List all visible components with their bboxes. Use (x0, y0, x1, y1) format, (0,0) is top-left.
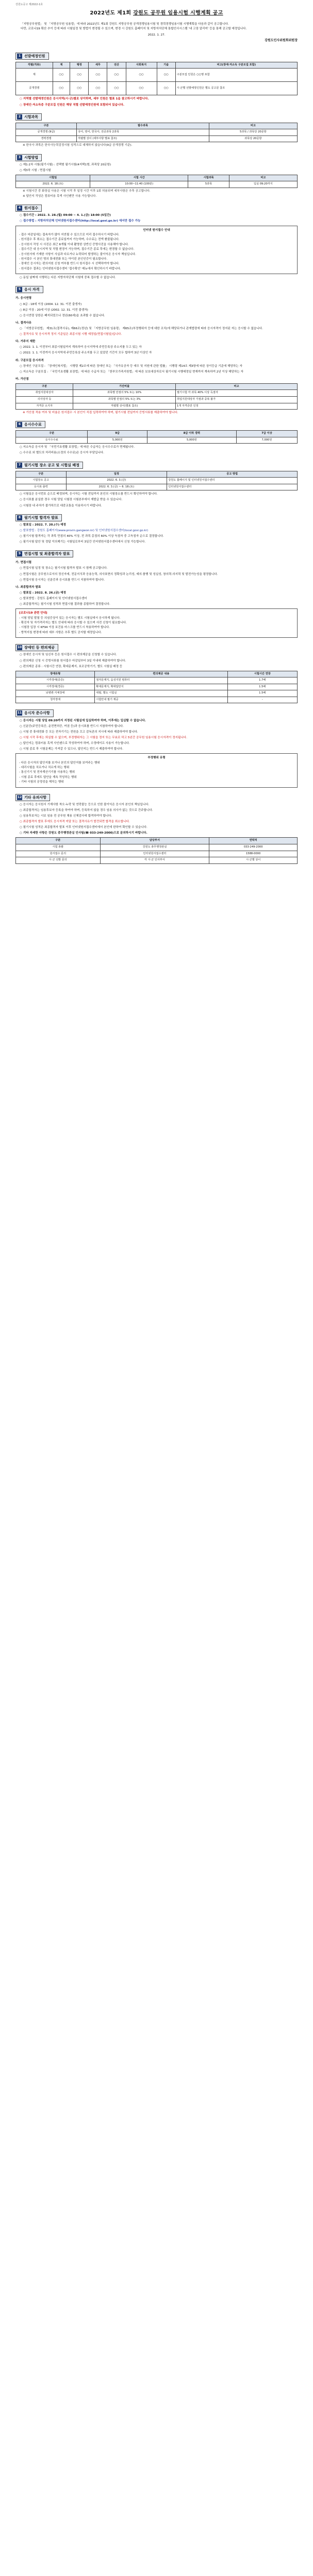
text-line: - 원서접수 시 본인 명의 휴대전화 또는 아이핀 본인인증이 필요합니다. (19, 257, 108, 261)
section-12 (15, 794, 298, 864)
intro-paragraph: 「지방공무원법」 및 「지방공무원 임용령」에 따라 2022년도 제1회 강원도 지방공무원 공개경쟁임용시험 및 경력경쟁임용시험 시행계획을 다음과 같이 공고합니다. (21, 22, 229, 26)
table-cell: ○○ (107, 82, 126, 95)
text-line: ○ 장애인 응시자 및 임신부 등은 원서접수 시 편의제공을 신청할 수 있습니다. (20, 653, 117, 657)
table-cell: 원서접수 문의 (16, 851, 101, 857)
table-header-cell: 8급 이하 경력 (147, 431, 236, 437)
subsection-title: 라. 구분모집 응시자격 (15, 359, 44, 362)
text-line: ○ 발표방법 : 강원도 홈페이지(www.provin.gangwon.kr) 및 인터넷원서접수센터(local.gosi.go.kr) (20, 529, 149, 532)
table-header-cell: 계 (53, 62, 70, 69)
table-cell: 경력경쟁 (16, 135, 77, 142)
table-header-cell: 시험일 (16, 175, 90, 181)
text-line: ○ 면접시험은 공무원으로서의 정신자세, 전문지식과 응용능력, 의사표현의 정확성과 논리성, 예의·품행 및 성실성, 창의력·의지력 및 발전가능성을 평정합니다. (20, 572, 218, 576)
table-cell: 인터넷원서접수센터 (100, 851, 209, 857)
table-cell: 점자문제지, 음성지원 컴퓨터 (95, 677, 227, 684)
text-line: ○ 기타 자세한 사항은 강원도 총무행정관실 인사팀(☎ 033-249-2000)으로 문의하시기 바랍니다. (20, 832, 147, 835)
table-cell: ○○ (126, 69, 157, 82)
table-cell: 직렬별 상이(별표 참조) (73, 403, 176, 410)
table-header-cell: 9급 (88, 431, 147, 437)
table-header-cell: 시험 시간 (90, 175, 188, 181)
subjects-table (15, 123, 298, 143)
text-line: [코로나19 관련 안내] (19, 612, 47, 615)
table-header-cell: 시험시간 연장 (227, 671, 297, 677)
text-line: 3 (17, 155, 22, 160)
text-line: 8 (17, 515, 22, 520)
text-line: ○ 응시자는 시험 당일 09:20까지 지정된 시험실에 입실하여야 하며, 이후에는 입실할 수 없습니다. (20, 719, 146, 722)
table-cell: ○○ (70, 82, 89, 95)
table-cell: ○○ (70, 69, 89, 82)
table-cell: 직렬별 상이 (세부사항 별표 참조) (76, 135, 209, 142)
paragraph: ○ 제1·2차 시험(필기시험) : 선택형 필기시험(4지택1형, 과목당 20문항) (20, 163, 111, 166)
table-header-cell: 구분 (16, 838, 101, 844)
table-header-cell: 직렬(직류) (16, 62, 53, 69)
section-1 (15, 53, 298, 107)
fee-table (15, 430, 298, 444)
text-line: ○ 면접시험 일정 및 장소는 필기시험 합격자 발표 시 함께 공고합니다. (20, 567, 108, 570)
section-header (15, 462, 83, 469)
table-cell: 시·군 선발 문의 (16, 857, 101, 864)
info-box (15, 226, 298, 275)
table-cell: 1개 자격증만 인정 (175, 403, 297, 410)
paragraph: ○ 동일 날짜에 시행하는 다른 지방자치단체 시험에 중복 접수할 수 없습니다. (20, 276, 116, 280)
table-header-cell: 구분 (16, 123, 77, 129)
paragraph: ○ 접수방법 : 지방자치단체 인터넷원서접수센터(http://local.gosi.go.kr) 에서만 접수 가능 (20, 219, 141, 223)
bonus-table (15, 383, 298, 410)
table-cell: ○○ (89, 69, 107, 82)
table-cell: 의사상자 등 (16, 397, 73, 403)
table-cell: 5,000원 (88, 437, 147, 444)
table-cell: 1.7배 (227, 677, 297, 684)
table-cell: ○○ (89, 82, 107, 95)
section-8 (15, 514, 298, 545)
section-9 (15, 550, 298, 638)
text-line: 1 (17, 54, 22, 59)
paragraph: ○ 접수기간 : 2022. 3. 28.(월) 09:00 ~ 4. 1.(금) 18:00 (5일간) (20, 214, 111, 217)
text-line: ○ 수수료 외 별도의 처리비용(소정의 수수료)은 응시자 부담입니다. (20, 451, 104, 455)
title-prefix: 2022년도 제1회 (90, 10, 134, 16)
paragraph: ○ 제3차 시험 : 면접시험 (20, 168, 51, 172)
table-cell: - (227, 697, 297, 703)
text-line: ○ 응시연령 상한은 폐지되었으나 정년(60세)을 초과할 수 없습니다. (20, 314, 105, 317)
table-header-cell: 일정 (66, 471, 167, 478)
text-line: 선발예정인원 (24, 54, 45, 58)
section-header (15, 550, 73, 557)
table-header-cell: 가산비율 (73, 383, 176, 390)
text-line: 기타 유의사항 (24, 795, 47, 800)
text-line: - 응시원서에 기재한 사항이 사실과 다르거나 누락되어 발생하는 불이익은 응시자 책임입니다. (19, 252, 136, 256)
table-header-cell: 비고 (229, 175, 297, 181)
section-header (15, 205, 42, 212)
table-cell: 시·군별 선발예정인원은 별도 공고문 참조 (175, 82, 297, 95)
section-header (15, 53, 49, 60)
note: ○ 장애인·저소득층 구분모집 인원은 해당 직렬 선발예정인원에 포함되어 있습니다. (20, 103, 125, 107)
intro (15, 22, 298, 31)
table-cell: ○○ (157, 69, 175, 82)
text-line: 인터넷 원서접수 안내 (143, 228, 170, 232)
text-line: 6 (17, 422, 22, 427)
section-header (15, 154, 42, 161)
section-header (15, 286, 43, 293)
text-line: 5 (17, 287, 22, 292)
text-line: 면접시험 및 최종합격자 발표 (24, 552, 70, 556)
table-cell: 강원도 홈페이지 및 인터넷원서접수센터 (167, 478, 298, 484)
text-line: ○ 면접시험 응시자는 신분증과 응시표를 반드시 지참하여야 합니다. (20, 578, 105, 582)
text-line: ○ 답안지는 컴퓨터용 흑색 사인펜으로 작성하여야 하며, 수정테이프 사용이 가능합니다. (20, 741, 130, 745)
text-line: ○ 응시표를 분실한 경우 시험 당일 시험장 시험본부에서 재발급 받을 수 있습니다. (20, 498, 123, 502)
section-header (15, 794, 50, 801)
table-cell: 시각장애(중증) (16, 677, 95, 684)
text-line: 7 (17, 463, 22, 468)
contact-table (15, 837, 298, 863)
announcement-date: 2022. 1. 27. (147, 33, 166, 37)
table-cell: 입실 09:20까지 (229, 181, 297, 188)
table-header-cell: 편의제공 내용 (95, 671, 227, 677)
issuing-organization: 강원도인사위원회위원장 (265, 39, 298, 43)
text-line: - 원서접수 후 취소는 접수기간 종료일까지 가능하며, 수수료는 전액 환불됩니다. (19, 238, 120, 242)
text-line: 부정행위 유형 (147, 756, 166, 760)
text-line: - 다른 응시자의 답안지를 보거나 본인의 답안지를 보여주는 행위 (19, 761, 100, 765)
table-cell: 계 (16, 69, 53, 82)
table-cell: 시·군별 상이 (209, 857, 298, 864)
subsection-title: 다. 거주지 제한 (15, 340, 36, 344)
text-line: ○ 응시자는 응시원서 기재사항 착오·누락 및 연락불능 등으로 인한 불이익은 응시자 본인의 책임입니다. (20, 803, 150, 806)
accommodation-table (15, 671, 298, 704)
section-3 (15, 154, 298, 199)
subsection-title: 가. 응시연령 (15, 297, 32, 300)
text-line: ○ 결격사유 및 응시자격 정지 기준일은 최종시험 시행 예정일(면접시험일)입니다. (20, 333, 122, 336)
text-line: 가. 면접시험 (15, 561, 32, 565)
text-line: 시험방법 (24, 155, 39, 160)
table-cell: 인터넷원서접수센터 (167, 484, 298, 490)
table-cell: 국어, 영어, 한국사, 전공과목 2과목 (76, 129, 209, 136)
table-cell: 공개경쟁 (16, 82, 53, 95)
table-header-cell: 행정 (70, 62, 89, 69)
table-cell: 과목별 만점의 5% 또는 10% (73, 390, 176, 397)
covid-info-box (15, 608, 298, 638)
text-line: - 확진자 및 자가격리자는 별도 안내에 따라 응시할 수 있으며 사전 신청이 필요합니다. (19, 621, 127, 625)
subsection-title: 나. 결격사유 (15, 321, 32, 325)
table-cell: 취업지원대상자 (16, 390, 73, 397)
section-2 (15, 113, 298, 148)
text-line: 원서접수 (24, 206, 39, 211)
table-cell: 필기시험 각 과목 40% 이상 득점자 (175, 390, 297, 397)
table-cell: 시각장애(경증) (16, 684, 95, 690)
table-cell: ○○ (107, 69, 126, 82)
text-line: - 응시원서 작성 시 사진은 최근 6개월 이내 촬영한 상반신 증명사진을 사용해야 합니다. (19, 243, 129, 246)
text-line: 응시수수료 (24, 422, 42, 427)
table-cell: 5과목 (188, 181, 229, 188)
text-line: ○ 발표일 : 2022. 8. 26.(금) 예정 (20, 591, 66, 595)
text-line: ○ 시험장 내 주차가 불가하므로 대중교통을 이용하시기 바랍니다. (20, 504, 102, 507)
text-line: ○ 발표일 : 2022. 7. 20.(수) 예정 (20, 523, 66, 527)
text-line: 나. 최종합격자 발표 (15, 585, 41, 589)
intro-paragraph: 다만, 코로나19 확산 추이 등에 따라 시험일정 및 방법이 변경될 수 있으며, 변경 시 강원도 홈페이지 및 지방자치단체 통합인사시스템 '내 고장 알리미' 등을 통해 공고할 예정입니다. (21, 27, 247, 30)
table-cell: 구분모집 인원은 ○○명 포함 (175, 69, 297, 82)
table-cell: 1.5배 (227, 690, 297, 697)
section-10 (15, 644, 298, 703)
table-cell: 2022. 6. 18.(토) (16, 181, 90, 188)
text-line: ○ 장애인 구분모집 : 「장애인복지법」 시행령 제2조에 따른 장애인 또는 「국가유공자 등 예우 및 지원에 관한 법률」 시행령 제14조 제3항에 따른 상이등급 기준에 해당하는 자 (20, 364, 242, 368)
text-line: ○ 8급 이상 : 20세 이상 (2002. 12. 31. 이전 출생자) (20, 308, 88, 312)
text-line: ○ 시험실은 응시번호 순으로 배정되며, 응시자는 시험 전일까지 본인의 시험장소를 반드시 확인하여야 합니다. (20, 493, 158, 496)
table-header-cell: 세무 (89, 62, 107, 69)
section-header (15, 421, 45, 428)
table-cell: 확대문제지, 확대답안지 (95, 684, 227, 690)
table-cell: 5과목 / 과목당 20문항 (209, 129, 297, 136)
table-header-cell: 비고 (209, 123, 297, 129)
text-line: - 기타 시험의 공정성을 해치는 행위 (19, 781, 64, 784)
text-line: ○ 시험 시작 후에는 퇴실할 수 없으며, 부정행위자는 그 시험을 정지 또는 무효로 하고 5년간 공무원 임용시험 응시자격이 정지됩니다. (20, 736, 187, 739)
table-header-cell: 기술 (157, 62, 175, 69)
text-line: - 접수 마감일에는 접속자가 많아 지연될 수 있으므로 미리 접수하시기 바랍니다. (19, 233, 120, 236)
text-line: 10 (17, 646, 22, 650)
section-header (15, 709, 54, 717)
section-11 (15, 709, 298, 787)
table-header-cell: 장애유형 (16, 671, 95, 677)
text-line: 필기시험 장소 공고 및 시험실 배정 (24, 463, 79, 467)
text-line: - 방역지침 변경에 따라 세부 사항은 추후 별도 공지할 예정입니다. (19, 631, 102, 634)
section-header (15, 113, 42, 121)
text-line: ○ 2022. 1. 1. 이전부터 최종시험일까지 계속하여 응시지역에 주민등록상 주소지를 두고 있는 자 (20, 346, 142, 349)
table-cell: 033-249-2000 (209, 844, 298, 851)
text-line: - 원서접수 결과는 인터넷원서접수센터 '접수확인' 메뉴에서 확인하시기 바랍니다. (19, 267, 121, 270)
document-number: 강원도공고 제2022-1호 (15, 3, 43, 6)
table-header-cell: 비고 (175, 383, 297, 390)
text-line: ○ 필기시험 합격자는 각 과목 만점의 40% 이상, 전 과목 총점의 60% 이상 득점자 중 고득점자 순으로 결정합니다. (20, 535, 164, 538)
text-line: 4 (17, 206, 22, 211)
table-cell: 대필, 별도 시험실 (95, 690, 227, 697)
note: ※ 답안지 작성은 컴퓨터용 흑색 사인펜만 사용 가능합니다. (23, 195, 97, 198)
section-4 (15, 205, 298, 280)
text-line: - 접수기간 내 응시지역 및 직렬 변경이 가능하며, 접수기간 종료 후에는 변경할 수 없습니다. (19, 248, 135, 251)
text-line: - 장애인 응시자는 편의지원 신청 여부를 반드시 원서접수 시 선택하여야 합니다. (19, 262, 120, 266)
table-cell: 취업지원대상자 가점과 중복 불가 (175, 397, 297, 403)
section-7 (15, 462, 298, 508)
table-header-cell: 비고(장애·저소득 구분모집 포함) (175, 62, 297, 69)
text-line: 장애인 등 편의제공 (24, 646, 55, 650)
text-line: ○ 신분증(주민등록증, 운전면허증, 여권 등)과 응시표를 반드시 지참하여야 합니다. (20, 724, 124, 728)
text-line: ○ 시험 종료 후 시험문제는 가져갈 수 있으나, 답안지는 반드시 제출하여야 합니다. (20, 748, 123, 751)
table-cell: 강원도 총무행정관실 (100, 844, 209, 851)
table-cell: 시험장소 공고 (16, 478, 67, 484)
text-line: 12 (17, 795, 22, 799)
table-header-cell: 구분 (16, 431, 88, 437)
note: ※ 시험시간 중 화장실 사용은 시험 시작 후 일정 시간 이후 1회 허용되며 세부사항은 추후 공고합니다. (23, 189, 151, 193)
schedule-table (15, 175, 298, 188)
text-line: 필기시험 합격자 발표 (24, 515, 58, 520)
table-cell: 시험 총괄 (16, 844, 101, 851)
text-line: - 시험장 입장 시 KF94 이상 보건용 마스크를 반드시 착용하여야 합니다. (19, 626, 110, 630)
text-line: ○ 필기시험 답안 및 정답 이의제기는 시험일로부터 3일간 인터넷원서접수센터에서 신청 가능합니다. (20, 540, 146, 544)
text-line: ○ 최종합격자 발표 후에도 응시자격 미달 또는 결격사유가 발견되면 합격을 취소합니다. (20, 820, 130, 824)
table-cell: 2022. 6. 3.(금) ~ 6. 18.(토) (66, 484, 167, 490)
table-header-cell: 구분 (16, 383, 73, 390)
text-line: - 시험 당일 발열 등 의심증상이 있는 응시자는 별도 시험실에서 응시하게 됩니다. (19, 616, 121, 620)
text-line: - 시험 종료 후에도 답안을 계속 작성하는 행위 (19, 775, 77, 779)
text-line: ○ 편의제공 신청 시 증빙서류를 원서접수 마감일부터 3일 이내에 제출하여야 합니다. (20, 659, 126, 663)
table-header-cell: 전산 (107, 62, 126, 69)
table-cell: 자격증 소지자 (16, 403, 73, 410)
table-header-cell: 7급 이상 (236, 431, 297, 437)
table-cell: 1588-0000 (209, 851, 298, 857)
table-cell: 7,000원 (236, 437, 297, 444)
text-line: ○ 시험 중 휴대전화 등 모든 전자기기는 전원을 끄고 감독관의 지시에 따라 제출하여야 합니다. (20, 730, 138, 734)
table-cell: 응시수수료 (16, 437, 88, 444)
text-line: 11 (17, 711, 22, 715)
text-line: ○ 발표방법 : 강원도 홈페이지 및 인터넷원서접수센터 (20, 597, 87, 601)
text-line: ○ 저소득층 응시자 및 「국민기초생활 보장법」에 따른 수급자는 응시수수료가 면제됩니다. (20, 446, 135, 449)
note: ○ 지역별 선발예정인원은 응시지역(시·군)별로 상이하며, 세부 인원은 별표 1을 참고하시기 바랍니다. (20, 97, 149, 101)
table-cell: ○○ (53, 82, 70, 95)
subsection-title: 마. 가산점 (15, 377, 29, 381)
table-cell: 2022. 6. 3.(금) (66, 478, 167, 484)
text-line: 2 (17, 114, 22, 120)
table-header-cell: 연락처 (209, 838, 298, 844)
text-line: ○ 저소득층 구분모집 : 「국민기초생활 보장법」에 따른 수급자 또는 「한부모가족지원법」에 따른 보호대상자로서 필기시험 시행예정일 현재까지 계속하여 2년 이상 해당하는 자 (20, 370, 243, 374)
text-line: ○ 필기시험 성적은 최종합격자 발표 이후 인터넷원서접수센터에서 본인에 한하여 확인할 수 있습니다. (20, 826, 147, 829)
text-line: - 통신기기 및 전자계산기기를 사용하는 행위 (19, 771, 75, 774)
table-header-cell: 사회복지 (126, 62, 157, 69)
text-line: ○ 최종합격자는 필기시험 성적과 면접시험 결과를 종합하여 결정합니다. (20, 603, 110, 606)
table-header-cell: 필수과목 (76, 123, 209, 129)
table-cell: 응시표 출력 (16, 484, 67, 490)
text-line: 응시자 준수사항 (24, 711, 50, 716)
table-cell: ○○ (157, 82, 175, 95)
misconduct-box (15, 753, 298, 787)
venue-table (15, 471, 298, 491)
table-cell: 과목별 만점의 5% 또는 3% (73, 397, 176, 403)
text-line: ○ 편의제공 종류 : 시험시간 연장, 확대문제지, 보조공학기기, 별도 시험실 배정 등 (20, 665, 123, 668)
table-header-cell: 구분 (16, 471, 67, 478)
text-line: ○ 「지방공무원법」 제31조(결격사유), 제66조(정년) 및 「지방공무원 임용령」 제65조(부정행위자 등에 대한 조치)에 해당되거나 관계법령에 따라 응시자격이 정지된 자는 응시할 수 없습니다. (20, 327, 263, 330)
table-cell: ○○ (53, 69, 70, 82)
page-title (15, 10, 298, 18)
section-6 (15, 421, 298, 455)
note: ※ 가산점 적용 여부 및 비율은 원서접수 시 본인이 직접 입력하여야 하며, 필기시험 전일까지 증빙서류를 제출하여야 합니다. (23, 411, 178, 415)
text-line: 9 (17, 551, 22, 556)
table-header-cell: 시험과목 (188, 175, 229, 181)
text-line: - 대리시험을 치르거나 치르게 하는 행위 (19, 766, 70, 770)
section-5 (15, 286, 298, 415)
table-cell: 1.5배 (227, 684, 297, 690)
section-header (15, 514, 62, 521)
table-cell: 시험안내 필기 제공 (95, 697, 227, 703)
table-header-cell: 공고 방법 (167, 471, 298, 478)
text-line: ○ 최종합격자는 임용후보자 등록을 하여야 하며, 등록하지 않을 경우 임용 의사가 없는 것으로 간주합니다. (20, 808, 153, 812)
table-cell: 5,000원 (147, 437, 236, 444)
table-cell: 공개경쟁 (9급) (16, 129, 77, 136)
text-line: 시험과목 (24, 114, 39, 119)
table-cell: 청각장애 (16, 697, 95, 703)
table-cell: ○○ (126, 82, 157, 95)
table-cell: 10:00~11:40 (100분) (90, 181, 188, 188)
text-line: 응시 자격 (24, 287, 40, 292)
table-header-cell: 담당부서 (100, 838, 209, 844)
text-line: ○ 임용후보자는 시보 임용 전 공무원 채용 신체검사에 합격하여야 합니다. (20, 815, 112, 818)
text-line: ○ 2022. 1. 1. 이전까지 응시지역에 주민등록상 주소지를 두고 있었던 기간이 모두 합하여 3년 이상인 자 (20, 351, 152, 355)
text-line: ○ 9급 : 18세 이상 (2004. 12. 31. 이전 출생자) (20, 302, 82, 306)
section-header (15, 644, 58, 651)
table-cell: 뇌병변·지체장애 (16, 690, 95, 697)
table-cell: 과목당 20문항 (209, 135, 297, 142)
table-cell: 각 시·군 인사부서 (100, 857, 209, 864)
title-main: 강원도 공무원 임용시험 시행계획 공고 (133, 10, 223, 16)
note: ※ 한국사 과목은 한국사능력검정시험 성적으로 대체하지 않습니다(9급 공개경쟁 기준). (23, 144, 133, 147)
quota-table (15, 62, 298, 96)
